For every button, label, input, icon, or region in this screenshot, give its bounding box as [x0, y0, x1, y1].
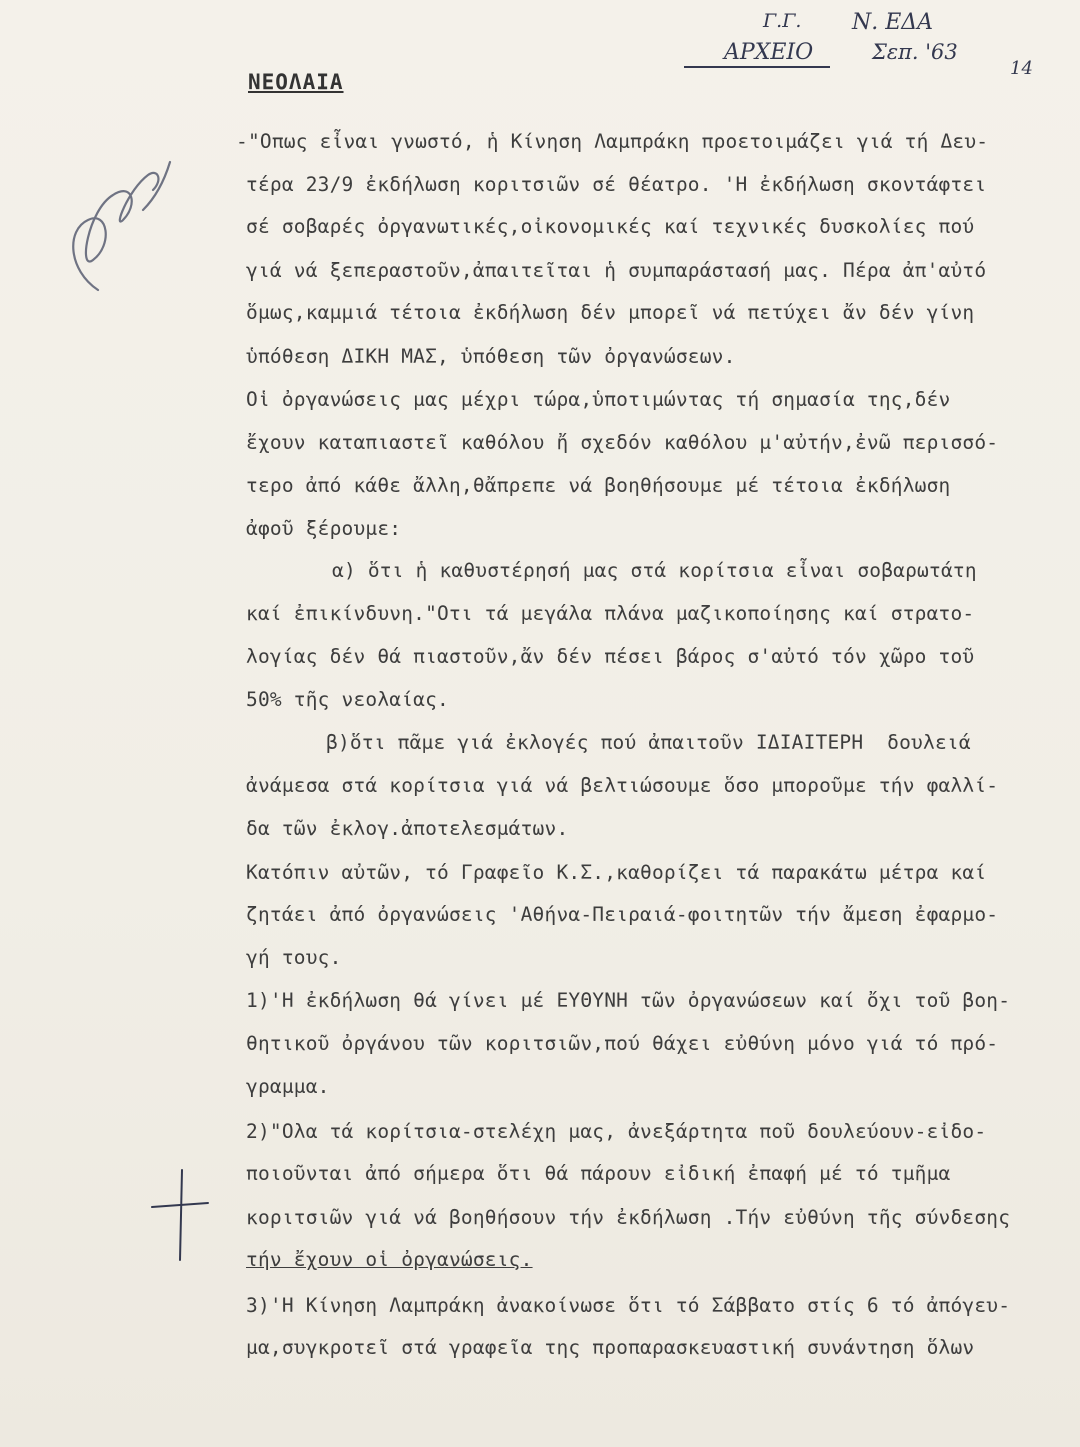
- corner-note-line2: Σεπ. '63: [872, 40, 958, 64]
- text-line-15: β)ὅτι πᾶμε γιά ἐκλογές πού ἀπαιτοῦν ΙΔΙΑΙΤΕΡΗ δουλειά: [326, 731, 971, 754]
- text-line-22: θητικοῦ ὀργάνου τῶν κοριτσιῶν,πού θάχει εὐθύνη μόνο γιά τό πρό-: [246, 1032, 999, 1055]
- archive-stamp-note: ΑΡΧΕΙΟ: [724, 40, 814, 65]
- margin-signature-scrawl: [58, 150, 178, 300]
- text-line-9: τερο ἀπό κάθε ἄλλη,θἄπρεπε νά βοηθήσουμε μέ τέτοια ἐκδήλωση: [246, 474, 951, 497]
- text-line-10: ἀφοῦ ξέρουμε:: [246, 517, 402, 540]
- archive-underline: [684, 66, 830, 68]
- text-line-20: γή τους.: [246, 946, 342, 969]
- text-line-27: τήν ἔχουν οἱ ὀργανώσεις.: [246, 1248, 533, 1271]
- text-line-6: ὑπόθεση ΔΙΚΗ ΜΑΣ, ὑπόθεση τῶν ὀργανώσεων.: [246, 345, 736, 368]
- text-line-21: 1)'Η ἐκδήλωση θά γίνει μέ ΕΥΘΥΝΗ τῶν ὀργανώσεων καί ὄχι τοῦ βοη-: [246, 989, 1011, 1012]
- text-line-2: τέρα 23/9 ἐκδήλωση κοριτσιῶν σέ θέατρο. 'Η ἐκδήλωση σκοντάφτει: [246, 173, 987, 196]
- text-line-13: λογίας δέν θά πιαστοῦν,ἄν δέν πέσει βάρος σ'αὐτό τόν χῶρο τοῦ: [246, 645, 975, 668]
- text-line-7: Οἱ ὀργανώσεις μας μέχρι τώρα,ὑποτιμώντας τή σημασία της,δέν: [246, 388, 951, 411]
- text-line-18: Κατόπιν αὐτῶν, τό Γραφεῖο Κ.Σ.,καθορίζει τά παρακάτω μέτρα καί: [246, 861, 987, 884]
- text-line-28: 3)'Η Κίνηση Λαμπράκη ἀνακοίνωσε ὅτι τό Σάββατο στίς 6 τό ἀπόγευ-: [246, 1294, 1011, 1317]
- document-heading: ΝΕΟΛΑΙΑ: [248, 70, 344, 94]
- text-line-16: ἀνάμεσα στά κορίτσια γιά νά βελτιώσουμε ὅσο μποροῦμε τήν φαλλί-: [246, 774, 999, 797]
- text-line-12: καί ἐπικίνδυνη."Οτι τά μεγάλα πλάνα μαζικοποίησης καί στρατο-: [246, 602, 975, 625]
- text-line-3: σέ σοβαρές ὀργανωτικές,οἰκονομικές καί τεχνικές δυσκολίες πού: [246, 215, 975, 238]
- text-line-11: α) ὅτι ἡ καθυστέρησή μας στά κορίτσια εἶναι σοβαρωτάτη: [332, 559, 977, 582]
- text-line-17: δα τῶν ἐκλογ.ἀποτελεσμάτων.: [246, 817, 569, 840]
- corner-note-line1: Ν. ΕΔΑ: [852, 10, 934, 35]
- text-line-23: γραμμα.: [246, 1075, 330, 1098]
- text-line-24: 2)"Ολα τά κορίτσια-στελέχη μας, ἀνεξάρτητα ποῦ δουλεύουν-εἰδο-: [246, 1120, 987, 1143]
- text-line-29: μα,συγκροτεῖ στά γραφεῖα της προπαρασκευαστική συνάντηση ὅλων: [246, 1336, 975, 1359]
- archive-superscript-note: Γ.Γ.: [763, 10, 802, 32]
- margin-cross-mark: [150, 1165, 210, 1265]
- page-number: 14: [1010, 58, 1033, 79]
- text-line-1: -"Οπως εἶναι γνωστό, ἡ Κίνηση Λαμπράκη προετοιμάζει γιά τή Δευ-: [236, 130, 989, 153]
- text-line-26: κοριτσιῶν γιά νά βοηθήσουν τήν ἐκδήλωση .Τήν εὐθύνη τῆς σύνδεσης: [246, 1206, 1011, 1229]
- text-line-19: ζητάει ἀπό ὀργανώσεις 'Αθήνα-Πειραιά-φοιτητῶν τήν ἄμεση ἐφαρμο-: [246, 903, 999, 926]
- text-line-4: γιά νά ξεπεραστοῦν,ἀπαιτεῖται ἡ συμπαράστασή μας. Πέρα ἀπ'αὐτό: [246, 259, 987, 282]
- text-line-25: ποιοῦνται ἀπό σήμερα ὅτι θά πάρουν εἰδική ἐπαφή μέ τό τμῆμα: [246, 1162, 951, 1185]
- text-line-5: ὅμως,καμμιά τέτοια ἐκδήλωση δέν μπορεῖ νά πετύχει ἄν δέν γίνη: [246, 301, 975, 324]
- text-line-14: 50% τῆς νεολαίας.: [246, 688, 449, 711]
- text-line-8: ἔχουν καταπιαστεῖ καθόλου ἤ σχεδόν καθόλου μ'αὐτήν,ἐνῶ περισσό-: [246, 431, 999, 454]
